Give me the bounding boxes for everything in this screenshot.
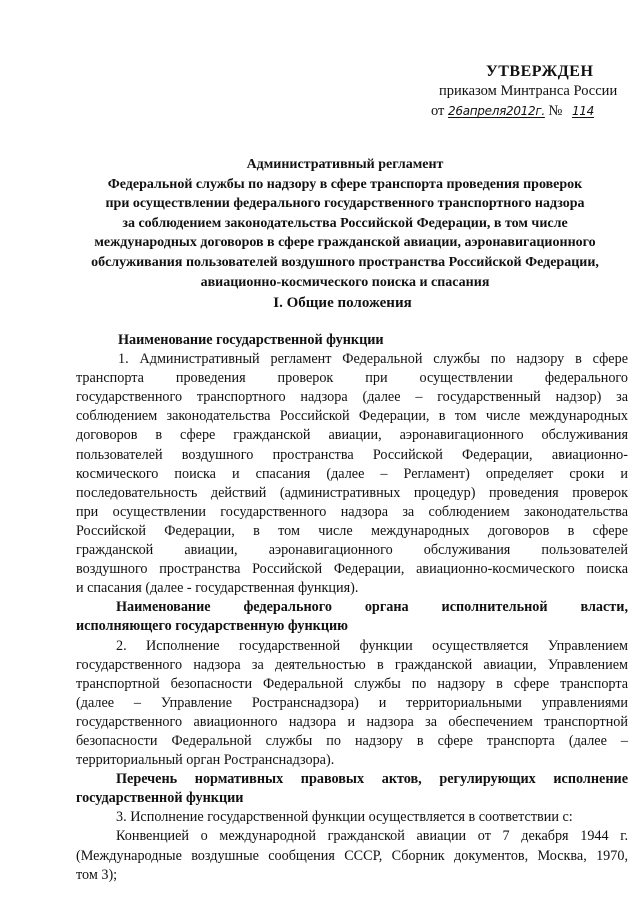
approval-stamp <box>431 62 631 121</box>
subheading-authority: исполняющего государственную функцию <box>76 618 349 635</box>
paragraph-line: при осуществлении государственного надзора за соблюдением законодательства <box>76 503 628 520</box>
paragraph-line: воздушного пространства Российской Федерации, авиационно-космического поиска <box>76 561 628 578</box>
section-title <box>0 293 640 313</box>
approval-number-sign: № <box>548 103 563 119</box>
paragraph-line: соблюдением законодательства Российской Федерации, в том числе международных <box>76 408 628 425</box>
title-line: при осуществлении федерального государственного транспортного надзора <box>105 196 585 212</box>
paragraph-line: пользователей воздушного пространства Российской Федерации, авиационно- <box>76 446 628 463</box>
approval-date-line <box>431 101 631 121</box>
approval-number-handwritten: 114 <box>571 104 594 118</box>
paragraph-line: 2. Исполнение государственной функции осуществляется Управлением <box>116 637 628 654</box>
title-line: обслуживания пользователей воздушного пространства Российской Федерации, <box>91 254 599 270</box>
document-title <box>60 155 630 292</box>
paragraph-line: том 3); <box>76 866 118 883</box>
approval-order: приказом Минтранса России <box>439 83 618 99</box>
approval-date-prefix: от <box>431 103 445 119</box>
subheading-authority: Наименование федерального органа исполнительной власти, <box>116 599 628 616</box>
paragraph-line: транспорта проведения проверок при осуществлении федерального <box>76 370 628 387</box>
paragraph-line: космического поиска и спасания (далее – Регламент) определяет сроки и <box>76 465 628 482</box>
paragraph-line: (далее – Управление Ространснадзора) и территориальными управлениями <box>76 694 628 711</box>
approval-title: УТВЕРЖДЕН <box>486 63 594 80</box>
title-line: Административный регламент <box>246 157 444 172</box>
paragraph-line: безопасности Федеральной службы по надзору в сфере транспорта (далее – <box>76 732 628 749</box>
paragraph-line: 1. Административный регламент Федеральной службы по надзору в сфере <box>118 351 628 368</box>
title-line: Федеральной службы по надзору в сфере транспорта проведения проверок <box>107 176 583 192</box>
paragraph-line: (Международные воздушные сообщения СССР, Сборник документов, Москва, 1970, <box>76 847 628 864</box>
paragraph-line: договоров в сфере гражданской авиации, аэронавигационного обслуживания <box>76 427 628 444</box>
paragraph-line: Конвенцией о международной гражданской авиации от 7 декабря 1944 г. <box>116 828 628 845</box>
paragraph-line: и спасания (далее - государственная функция). <box>76 580 359 597</box>
paragraph-line: государственного надзора за деятельностью в гражданской авиации, Управлением <box>76 656 628 673</box>
paragraph-line: гражданской авиации, аэронавигационного обслуживания пользователей <box>76 542 628 559</box>
subheading-legal-acts: Перечень нормативных правовых актов, регулирующих исполнение <box>116 771 628 788</box>
paragraph-line: 3. Исполнение государственной функции осуществляется в соответствии с: <box>116 809 573 826</box>
paragraph-line: транспортной безопасности Федеральной службы по надзору в сфере транспорта <box>76 675 628 692</box>
section-title-text: I. Общие положения <box>273 295 412 311</box>
document-body <box>76 331 628 885</box>
title-line: международных договоров в сфере гражданской авиации, аэронавигационного <box>94 235 596 251</box>
subheading-function-name: Наименование государственной функции <box>118 332 384 348</box>
approval-date-handwritten: 26апреля2012г. <box>448 104 545 118</box>
paragraph-line: Российской Федерации, в том числе международных договоров в сфере <box>76 522 628 539</box>
paragraph-line: последовательность действий (административных процедур) проведения проверок <box>76 484 628 501</box>
subheading-legal-acts: государственной функции <box>76 790 244 807</box>
title-line: авиационно-космического поиска и спасания <box>200 274 490 290</box>
paragraph-line: территориальный орган Ространснадзора). <box>76 752 335 769</box>
title-line: за соблюдением законодательства Российской Федерации, в том числе <box>122 215 568 231</box>
paragraph-line: государственного авиационного надзора и надзора за обеспечением транспортной <box>76 713 628 730</box>
paragraph-line: государственного транспортного надзора (далее – государственный надзор) за <box>76 389 628 406</box>
